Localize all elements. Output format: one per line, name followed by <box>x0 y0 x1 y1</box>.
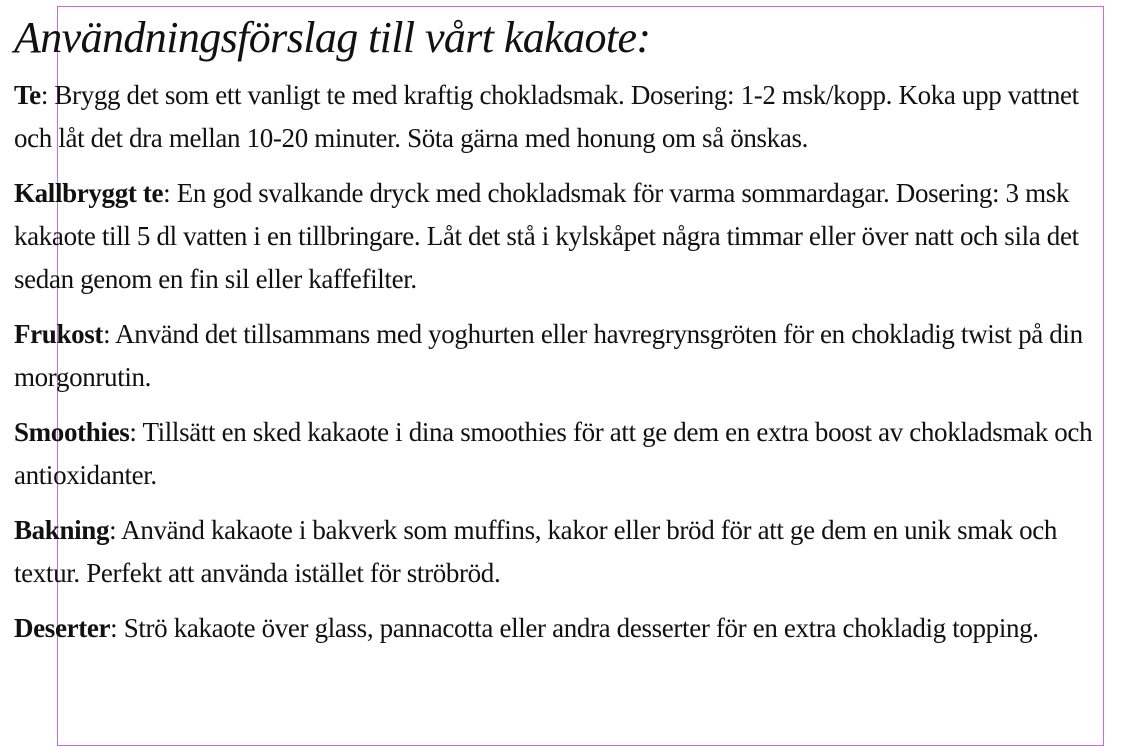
section-te <box>14 74 1109 160</box>
section-term: Smoothies <box>14 417 130 447</box>
section-kallbryggt-te <box>14 172 1109 301</box>
section-text: Brygg det som ett vanligt te med kraftig chokladsmak. Dosering: 1-2 msk/kopp. Koka upp vattnet och låt det dra mellan 10-20 minuter. Söta gärna med honung om så önskas. <box>14 80 1079 153</box>
section-text: Använd det tillsammans med yoghurten eller havregrynsgröten för en chokladig twist på din morgonrutin. <box>14 319 1083 392</box>
section-deserter <box>14 607 1109 650</box>
section-term: Deserter <box>14 613 111 643</box>
section-separator: : <box>109 515 122 545</box>
section-text: En god svalkande dryck med chokladsmak för varma sommardagar. Dosering: 3 msk kakaote till 5 dl vatten i en tillbringare. Låt det stå i kylskåpet några timmar eller över natt och sila det sedan genom en fin sil eller kaffefilter. <box>14 178 1079 294</box>
page-title: Användningsförslag till vårt kakaote: <box>14 13 651 62</box>
section-term: Kallbryggt te <box>14 178 164 208</box>
section-smoothies <box>14 411 1109 497</box>
section-text: Strö kakaote över glass, pannacotta eller andra desserter för en extra chokladig topping. <box>123 613 1039 643</box>
section-bakning <box>14 509 1109 595</box>
section-separator: : <box>110 613 124 643</box>
section-term: Frukost <box>14 319 104 349</box>
section-separator: : <box>129 417 143 447</box>
section-separator: : <box>103 319 116 349</box>
section-term: Te <box>14 80 41 110</box>
section-separator: : <box>40 80 55 110</box>
section-separator: : <box>163 178 177 208</box>
section-term: Bakning <box>14 515 110 545</box>
section-frukost <box>14 313 1109 399</box>
document-body <box>14 10 1109 650</box>
section-text: Tillsätt en sked kakaote i dina smoothies för att ge dem en extra boost av chokladsmak och antioxidanter. <box>14 417 1093 490</box>
section-text: Använd kakaote i bakverk som muffins, kakor eller bröd för att ge dem en unik smak och textur. Perfekt att använda istället för ströbröd. <box>14 515 1058 588</box>
